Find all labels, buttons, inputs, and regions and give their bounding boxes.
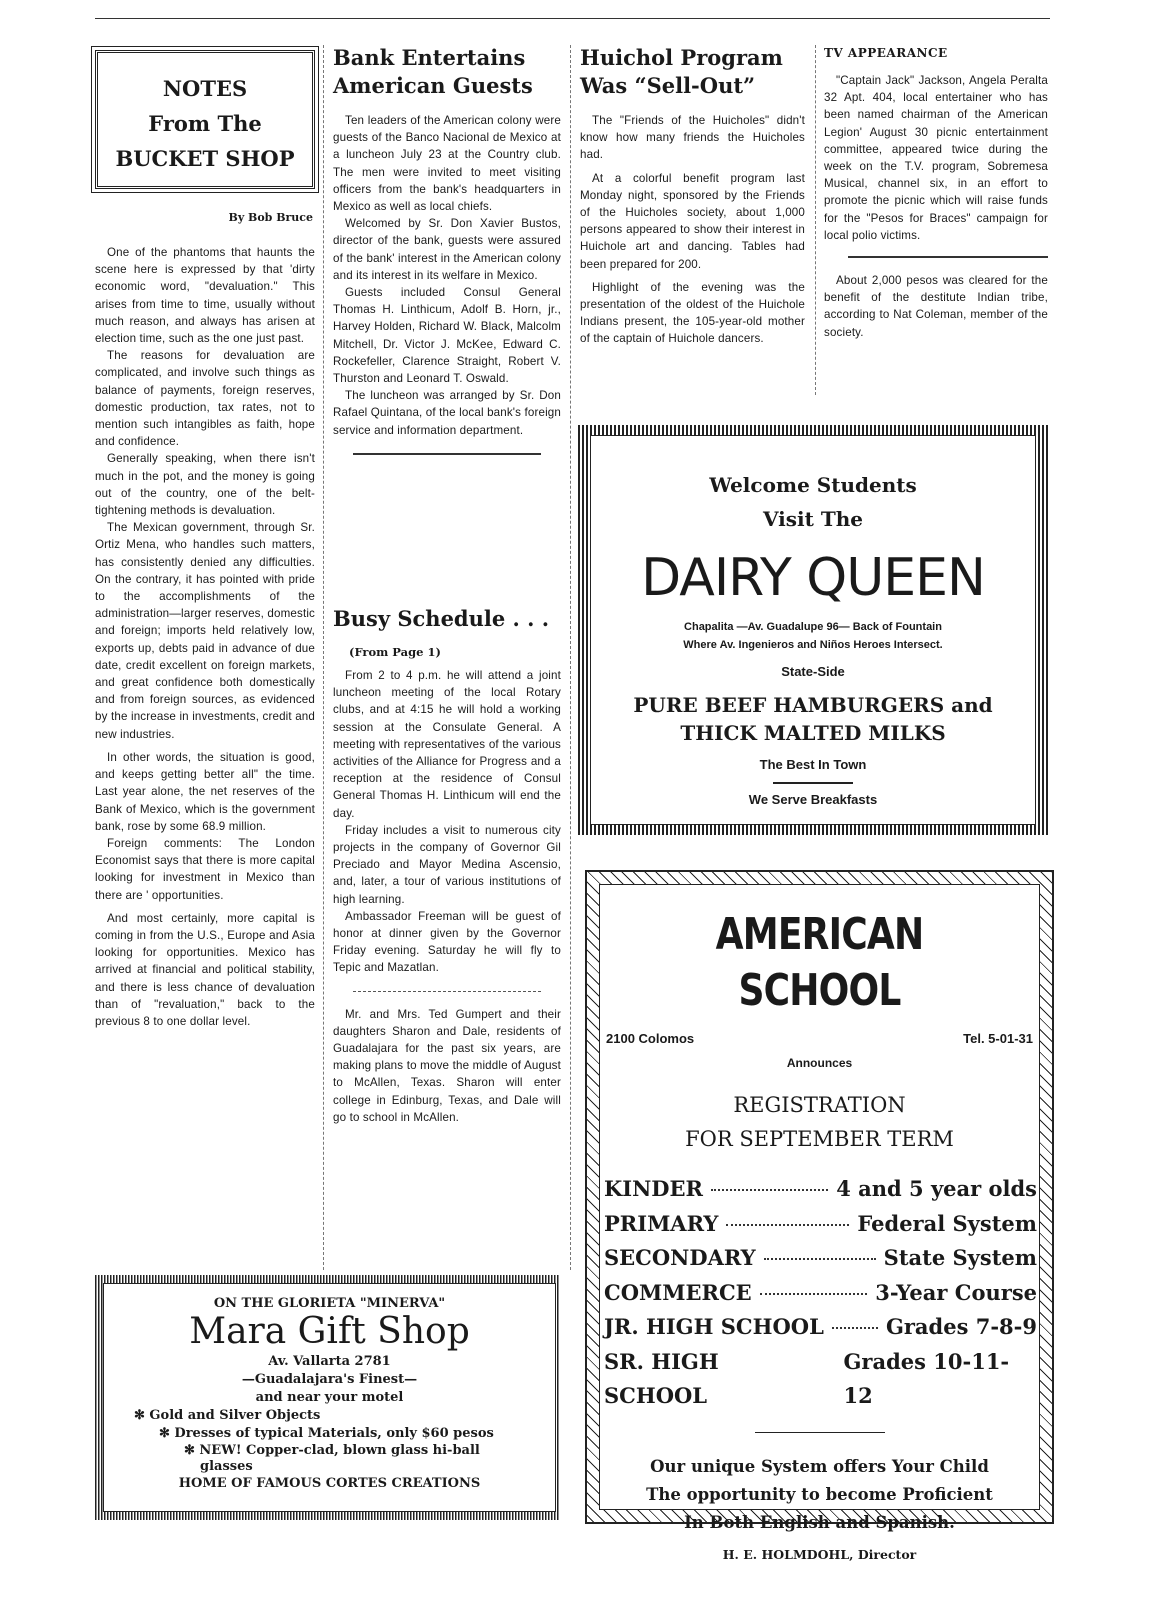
headline [333,44,561,100]
heading: FOR SEPTEMBER TERM [685,1127,954,1151]
divider [773,782,853,784]
headline-line: Bank Entertains [333,45,526,70]
program-row [604,1276,1037,1311]
program-name: KINDER [604,1176,703,1201]
address: Where Av. Ingenieros and Niños Heroes Intersect. [683,639,943,651]
ad-line: Welcome Students [709,473,917,497]
program-name: SECONDARY [604,1245,756,1270]
mara-gift-shop-ad [95,1275,560,1520]
director: H. E. HOLMDOHL, Director [722,1546,917,1562]
paragraph: The luncheon was arranged by Sr. Don Rafael Quintana, of the local bank's foreign service and information department. [333,389,561,437]
paragraph: And most certainly, more capital is coming in from the U.S., Europe and Asia looking for opportunities. Mexico has arrived at financial and political stability, and there is less chance of devaluation than of "revaluation," back to the previous 8 to one dollar level. [95,911,315,1028]
program-name: JR. HIGH SCHOOL [604,1314,824,1339]
program-name: SR. HIGH SCHOOL [604,1348,719,1408]
program-list [600,1172,1039,1414]
paragraph: "Captain Jack" Jackson, Angela Peralta 32 Apt. 404, local entertainer who has been named chairman of the American Legion' August 30 picnic entertainment committee, appeared twice during the week on the T.V. program, Sobremesa Musical, channel six, in an effort to promote the picnic which will raise funds for the "Pesos for Braces" campaign for local polio victims. [824,74,1048,242]
american-school-ad [585,870,1054,1562]
address: Chapalita —Av. Guadalupe 96— Back of Fountain [684,621,942,633]
paragraph: Generally speaking, when there isn't much in the pot, and the money is going out of the country, one of the belt-tightening methods is devaluation. [95,452,315,518]
heading: REGISTRATION [733,1093,906,1117]
dairy-queen-ad [578,425,1048,835]
program-row [604,1172,1037,1207]
item-text: NEW! Copper-clad, blown glass hi-ball glasses [199,1443,480,1474]
program-detail: 4 and 5 year olds [836,1176,1037,1201]
dairy-queen-logo: DAIRY QUEEN [641,548,985,608]
column-rule [815,45,816,395]
ad-location: ON THE GLORIETA "MINERVA" [213,1296,446,1311]
huichol-article [580,44,805,348]
headline-line: American Guests [333,73,533,98]
subhead: (From Page 1) [349,645,441,659]
school-address: 2100 Colomos [606,1031,695,1046]
item-text: Gold and Silver Objects [149,1408,321,1423]
bank-article [333,44,561,469]
column-rule [570,45,571,1270]
program-name: PRIMARY [604,1210,719,1236]
program-row [604,1345,1037,1414]
paragraph: Friday includes a visit to numerous city projects in the company of Governor Gil Preciado and Mayor Medina Ascensio, and, later, a tour of various institutions of high learning. [333,823,561,906]
notes-title-box [95,50,315,189]
paragraph: Mr. and Mrs. Ted Gumpert and their daughters Sharon and Dale, residents of Guadalajara for the past six years, are making plans to move the middle of August to McAllen, Texas. Sharon will enter college in Edinburg, Texas, and Dale will go to school in McAllen. [333,1007,561,1124]
divider [353,991,541,992]
column-rule [323,45,324,1270]
ad-tag: State-Side [781,664,845,679]
headline: TV APPEARANCE [824,46,948,60]
program-detail: Grades 7-8-9 [885,1314,1037,1339]
program-detail: State System [883,1245,1037,1270]
program-name: COMMERCE [604,1279,752,1305]
paragraph: Ten leaders of the American colony were guests of the Banco Nacional de Mexico at a luncheon July 23 at the Country club. The men were invited to meet visiting officers from the bank's headquarters in Mexico as well as local chiefs. [333,114,561,214]
notes-title-line: BUCKET SHOP [115,146,295,171]
tagline: and near your motel [255,1390,404,1405]
item: ✻ NEW! Copper-clad, blown glass hi-ball glasses [184,1443,480,1474]
headline: Busy Schedule . . . [333,606,550,631]
headline [580,44,805,100]
school-title: AMERICAN SCHOOL [715,909,924,1016]
program-detail: Grades 10-11-12 [843,1348,1010,1408]
tv-appearance-article [824,46,1048,341]
busy-schedule-article [333,605,561,1126]
slogan: The Best In Town [759,757,867,772]
announces: Announces [786,1056,853,1070]
item-text: Dresses of typical Materials, only $60 pesos [174,1426,494,1441]
divider [848,256,1048,258]
school-phone: Tel. 5-01-31 [963,1031,1033,1046]
ad-line: Visit The [763,507,863,531]
paragraph: Welcomed by Sr. Don Xavier Bustos, director of the bank, guests were assured of the bank' interest in the American colony and its interest in its welfare in Mexico. [333,217,561,282]
paragraph: Ambassador Freeman will be guest of honor at dinner given by the Governor Friday evening. Saturday he will fly to Tepic and Mazatlan. [333,909,561,975]
headline-line: Was “Sell-Out” [580,73,756,98]
ad-product: PURE BEEF HAMBURGERS and [633,693,993,717]
divider [755,1432,885,1433]
top-rule [95,18,1050,19]
paragraph: The "Friends of the Huicholes" didn't know how many friends the Huicholes had. [580,114,805,162]
program-row [604,1241,1037,1276]
paragraph: About 2,000 pesos was cleared for the benefit of the destitute Indian tribe, according to Nat Coleman, member of the society. [824,274,1048,339]
ad-product: THICK MALTED MILKS [680,721,946,745]
item: ✻ Dresses of typical Materials, only $60 pesos [159,1426,494,1441]
shop-address: Av. Vallarta 2781 [268,1354,391,1369]
divider [353,453,541,455]
shop-name: Mara Gift Shop [189,1311,470,1352]
notes-column [95,50,315,1030]
program-row [604,1207,1037,1242]
paragraph: Highlight of the evening was the presentation of the oldest of the Huichole Indians present, the 105-year-old mother of the captain of Huichole dancers. [580,280,805,346]
notes-title-line: From The [148,111,262,136]
byline: By Bob Bruce [228,211,313,224]
paragraph: Guests included Consul General Thomas H. Linthicum, Adolf B. Horn, jr., Harvey Holden, Richard W. Black, Malcolm Mitchell, Dr. Victor J. McKee, Edward C. Rockefeller, Clarence Straight, Robert V. Thurston and Leonard T. Oswald. [333,286,561,386]
pitch-line: In Both English and Spanish. [684,1512,955,1532]
paragraph: From 2 to 4 p.m. he will attend a joint luncheon meeting of the local Rotary clubs, and at 4:15 he will hold a working session at the Consulate General. A meeting with representatives of the various activities of the Alliance for Progress and a reception at the residence of Consul General Thomas H. Linthicum will end the day. [333,669,561,820]
program-detail: Federal System [857,1210,1037,1236]
headline-line: Huichol Program [580,45,783,70]
program-detail: 3-Year Course [875,1279,1037,1305]
tagline: —Guadalajara's Finest— [241,1372,418,1387]
program-row [604,1310,1037,1345]
item: ✻ Gold and Silver Objects [134,1408,321,1423]
ad-footer: We Serve Breakfasts [748,792,878,807]
paragraph: The reasons for devaluation are complicated, and involve such things as balance of payments, foreign reserves, domestic production, tax rates, not to mention such intangibles as faith, hope and confidence. [95,349,315,449]
paragraph: Foreign comments: The London Economist says that there is more capital looking for investment in Mexico than there are ' opportunities. [95,836,315,902]
paragraph: At a colorful benefit program last Monday night, sponsored by the Friends of the Huicholes society, about 1,000 persons appeared to show their interest in Huichole art and dancing. Tables had been prepared for 200. [580,171,805,271]
pitch-line: The opportunity to become Proficient [646,1484,993,1504]
paragraph: In other words, the situation is good, and keeps getting better all" the time. Last year alone, the net reserves of the Bank of Mexico, which is the government bank, rose by some 68.9 million. [95,750,315,833]
notes-title-line: NOTES [162,76,248,101]
pitch-line: Our unique System offers Your Child [650,1456,989,1476]
paragraph: The Mexican government, through Sr. Ortiz Mena, who handles such matters, has consistently denied any difficulties. On the contrary, it has pointed with pride to the accomplishments of the administration—larger reserves, domestic and foreign; imports held relatively low, exports up, debts paid in advance of due date, credit excellent on foreign markets, and great confidence both domestically and from foreign sources, as evidenced by the increase in investments, credit and new industries. [95,521,315,741]
ad-footer: HOME OF FAMOUS CORTES CREATIONS [178,1476,481,1491]
paragraph: One of the phantoms that haunts the scene here is expressed by that 'dirty economic word, "devaluation." This arises from time to time, usually without much reason, and always has arisen at election time, such as the one just past. [95,246,315,346]
